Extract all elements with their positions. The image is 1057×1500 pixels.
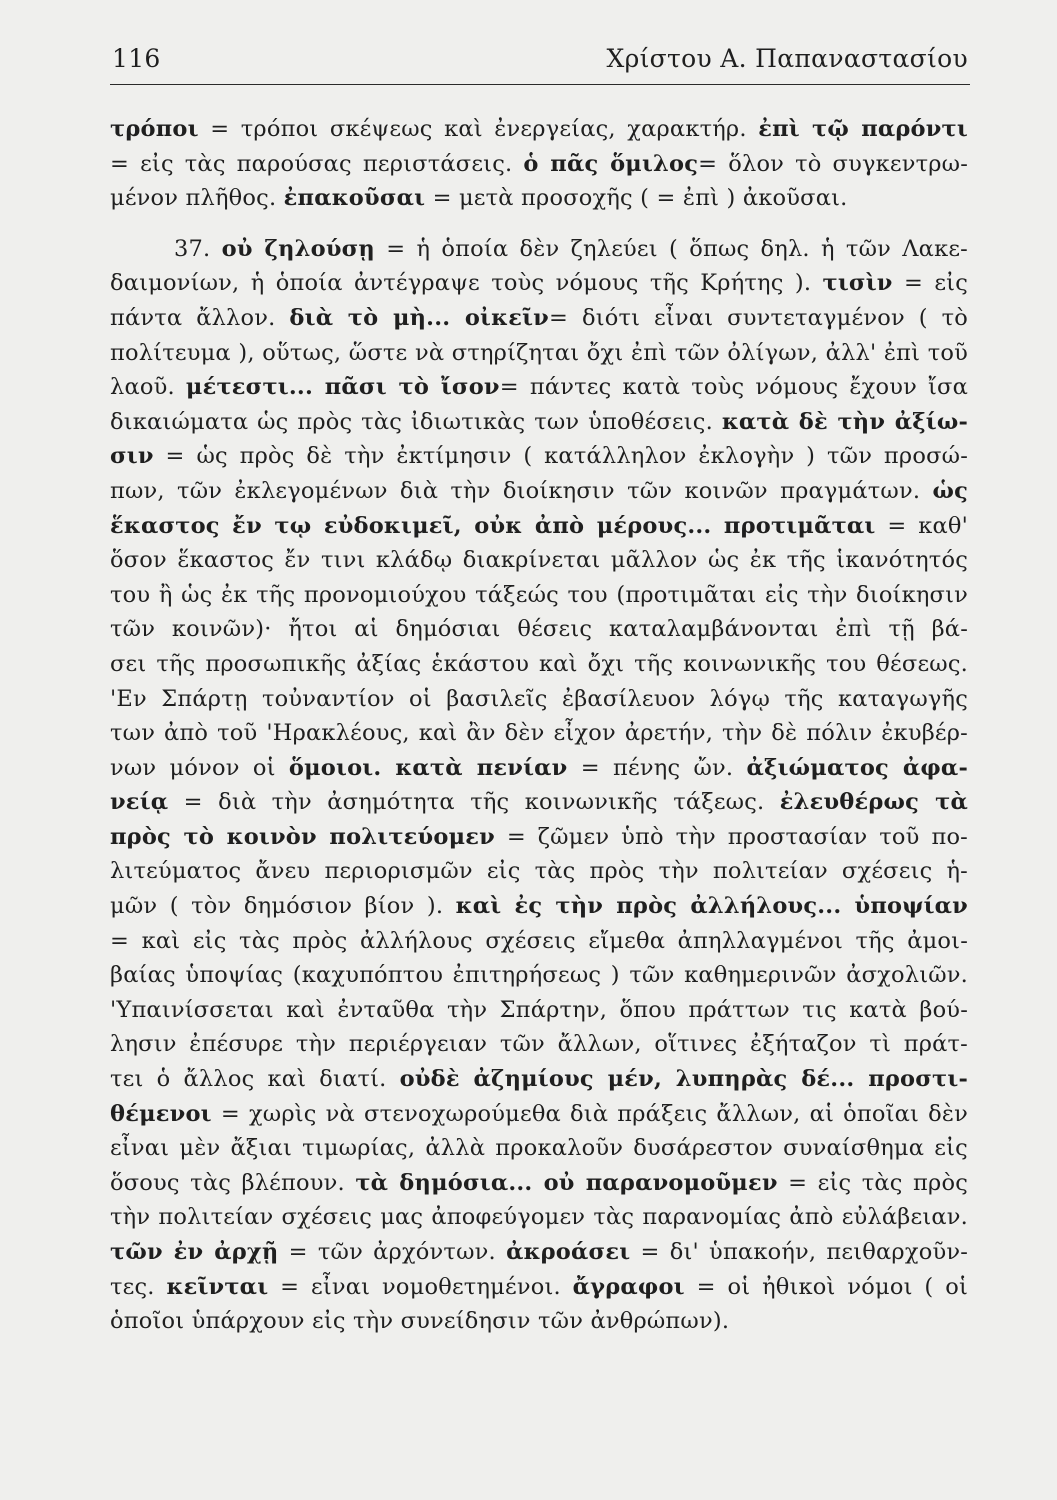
gloss-text: ὅσους τὰς βλέπουν. — [110, 1169, 356, 1196]
gloss-text: του ἢ ὡς ἐκ τῆς προνομιούχου τάξεώς του (προτιμᾶται εἰς τὴν διοίκησιν — [110, 581, 968, 608]
text-line — [110, 647, 968, 682]
text-line — [110, 716, 968, 751]
lemma-term: καὶ ἐς τὴν πρὸς ἀλλήλους... ὑποψίαν — [455, 893, 968, 920]
gloss-text: μένον πλῆθος. — [110, 185, 284, 212]
text-line — [110, 1097, 968, 1132]
gloss-text: σει τῆς προσωπικῆς ἀξίας ἑκάστου καὶ ὄχι τῆς κοινωνικῆς του θέσεως. — [110, 650, 968, 677]
lemma-term: ὡς — [932, 477, 968, 504]
lemma-term: πρὸς τὸ κοινὸν πολιτεύομεν — [110, 823, 495, 850]
page-header — [112, 42, 968, 82]
gloss-text: = ζῶμεν ὑπὸ τὴν προστασίαν τοῦ πο- — [494, 823, 968, 850]
text-line — [110, 336, 968, 371]
gloss-text: = πένης ὤν. — [567, 754, 747, 781]
lemma-term: ὅμοιοι. κατὰ πενίαν — [288, 754, 568, 781]
gloss-text: τες. — [110, 1273, 167, 1300]
gloss-text: = καθ' — [875, 512, 968, 539]
lemma-term: μέτεστι... πᾶσι τὸ ἴσον — [185, 374, 500, 401]
gloss-text: = εἰς — [892, 270, 968, 297]
gloss-text: ὁποῖοι ὑπάρχουν εἰς τὴν συνείδησιν τῶν ἀνθρώπων). — [110, 1308, 730, 1335]
gloss-text: = τῶν ἀρχόντων. — [278, 1239, 507, 1265]
lemma-term: ἐπὶ τῷ παρόντι — [758, 116, 968, 142]
lemma-term: τὰ δημόσια... οὐ παρανομοῦμεν — [355, 1169, 778, 1196]
text-line — [110, 147, 968, 182]
text-line — [110, 924, 968, 959]
gloss-text: = χωρὶς νὰ στενοχωρούμεθα διὰ πράξεις ἄλλων, αἱ ὁποῖαι δὲν — [211, 1100, 968, 1127]
text-line — [110, 266, 968, 301]
lemma-term: θέμενοι — [110, 1100, 212, 1127]
text-line — [110, 405, 968, 440]
lemma-term: σιν — [110, 443, 154, 470]
gloss-text: πολίτευμα ), οὕτως, ὥστε νὰ στηρίζηται ὄχι ἐπὶ τῶν ὀλίγων, ἀλλ' ἐπὶ τοῦ — [110, 339, 968, 366]
gloss-text: νων μόνον οἱ — [110, 754, 289, 781]
text-line — [110, 612, 968, 647]
lemma-term: τρόποι — [110, 116, 199, 142]
gloss-text: = δι' ὑπακοήν, πειθαρχοῦν- — [630, 1239, 968, 1265]
text-line — [110, 854, 968, 889]
gloss-text: πάντα ἄλλον. — [110, 304, 290, 331]
text-line — [110, 578, 968, 613]
text-line — [110, 889, 968, 924]
text-line — [110, 1166, 968, 1201]
lemma-term: ἐπακοῦσαι — [283, 185, 426, 212]
gloss-text: των ἀπὸ τοῦ 'Ηρακλέους, καὶ ἂν δὲν εἶχον ἀρετήν, τὴν δὲ πόλιν ἐκυβέρ- — [110, 720, 968, 747]
gloss-text: δαιμονίων, ἡ ὁποία ἀντέγραψε τοὺς νόμους τῆς Κρήτης ). — [110, 270, 823, 297]
lemma-term: τῶν ἐν ἀρχῇ — [110, 1239, 279, 1265]
gloss-text: = ὡς πρὸς δὲ τὴν ἐκτίμησιν ( κατάλληλον ἐκλογὴν ) τῶν προσώ- — [153, 443, 968, 470]
text-line — [110, 112, 968, 147]
gloss-text: 37. — [174, 235, 222, 262]
lemma-term: τισὶν — [822, 270, 893, 297]
text-line — [110, 1235, 968, 1270]
text-line — [110, 751, 968, 786]
gloss-text: = οἱ ἠθικοὶ νόμοι ( οἱ — [684, 1273, 968, 1300]
gloss-text: = μετὰ προσοχῆς ( = ἐπὶ ) ἀκοῦσαι. — [425, 185, 848, 212]
gloss-text: 'Υπαινίσσεται καὶ ἐνταῦθα τὴν Σπάρτην, ὅπου πράττων τις κατὰ βού- — [110, 996, 968, 1023]
text-line — [110, 682, 968, 717]
text-line — [110, 1131, 968, 1166]
lemma-term: κατὰ δὲ τὴν ἀξίω- — [721, 408, 968, 435]
gloss-text: μῶν ( τὸν δημόσιον βίον ). — [110, 893, 456, 920]
gloss-text: = διότι εἶναι συντεταγμένον ( τὸ — [549, 304, 968, 331]
gloss-text: = εἰς τὰς πρὸς — [777, 1169, 968, 1196]
text-line — [110, 543, 968, 578]
gloss-text: = εἶναι νομοθετημένοι. — [268, 1273, 573, 1300]
text-line — [110, 1027, 968, 1062]
gloss-text: = καὶ εἰς τὰς πρὸς ἀλλήλους σχέσεις εἴμεθα ἀπηλλαγμένοι τῆς ἀμοι- — [110, 927, 968, 954]
header-rule — [110, 84, 970, 85]
lemma-term: κεῖνται — [166, 1273, 269, 1300]
page-number: 116 — [112, 44, 161, 73]
text-line — [110, 993, 968, 1028]
gloss-text: ὅσον ἕκαστος ἔν τινι κλάδῳ διακρίνεται μᾶλλον ὡς ἐκ τῆς ἱκανότητός — [110, 547, 968, 574]
gloss-text: = τρόποι σκέψεως καὶ ἐνεργείας, χαρακτήρ. — [198, 116, 759, 142]
running-title: Χρίστου Α. Παπαναστασίου — [606, 44, 968, 73]
lemma-term: ὁ πᾶς ὅμιλος — [523, 150, 699, 177]
lemma-term: ἀξιώματος ἀφα- — [746, 754, 968, 781]
lemma-term: ἕκαστος ἔν τῳ εὐδοκιμεῖ, οὐκ ἀπὸ μέρους... προτιμᾶται — [110, 512, 876, 539]
text-line — [110, 1200, 968, 1235]
lemma-term: ἐλευθέρως τὰ — [779, 789, 968, 816]
text-line — [110, 439, 968, 474]
text-line — [110, 1062, 968, 1097]
gloss-text: = διὰ τὴν ἀσημότητα τῆς κοινωνικῆς τάξεως. — [168, 789, 780, 816]
lemma-term: οὐδὲ ἀζημίους μέν, λυπηρὰς δέ... προστι- — [399, 1066, 968, 1093]
lemma-term: οὐ ζηλούσῃ — [221, 235, 375, 262]
gloss-text: λαοῦ. — [110, 374, 186, 401]
gloss-text: = ἡ ὁποία δὲν ζηλεύει ( ὅπως δηλ. ἡ τῶν Λακε- — [374, 235, 968, 262]
text-line — [110, 301, 968, 336]
commentary-text — [110, 112, 968, 1339]
gloss-text: τει ὁ ἄλλος καὶ διατί. — [110, 1066, 400, 1093]
text-line — [110, 509, 968, 544]
gloss-text: = ὅλον τὸ συγκεντρω- — [698, 150, 968, 177]
text-line — [110, 370, 968, 405]
gloss-text: λιτεύματος ἄνευ περιορισμῶν εἰς τὰς πρὸς τὴν πολιτείαν σχέσεις ἡ- — [110, 858, 968, 885]
gloss-text: βαίας ὑποψίας (καχυπόπτου ἐπιτηρήσεως ) τῶν καθημερινῶν ἀσχολιῶν. — [110, 962, 968, 989]
lemma-term: ἄγραφοι — [572, 1273, 685, 1300]
gloss-text: εἶναι μὲν ἄξιαι τιμωρίας, ἀλλὰ προκαλοῦν δυσάρεστον συναίσθημα εἰς — [110, 1135, 968, 1162]
text-line — [110, 785, 968, 820]
gloss-text: πων, τῶν ἐκλεγομένων διὰ τὴν διοίκησιν τῶν κοινῶν πραγμάτων. — [110, 477, 933, 504]
gloss-text: = πάντες κατὰ τοὺς νόμους ἔχουν ἴσα — [499, 374, 968, 401]
text-line — [110, 232, 968, 267]
gloss-text: τῶν κοινῶν)· ἤτοι αἱ δημόσιαι θέσεις καταλαμβάνονται ἐπὶ τῇ βά- — [110, 616, 968, 643]
gloss-text: 'Εν Σπάρτῃ τοὐναντίον οἱ βασιλεῖς ἐβασίλευον λόγῳ τῆς καταγωγῆς — [110, 685, 968, 712]
text-line — [110, 181, 968, 216]
gloss-text: δικαιώματα ὡς πρὸς τὰς ἰδιωτικὰς των ὑποθέσεις. — [110, 408, 722, 435]
text-line — [110, 1270, 968, 1305]
gloss-text: = εἰς τὰς παρούσας περιστάσεις. — [110, 150, 524, 177]
text-line — [110, 820, 968, 855]
gloss-text: λησιν ἐπέσυρε τὴν περιέργειαν τῶν ἄλλων, οἵτινες ἐξήταζον τὶ πράτ- — [110, 1031, 968, 1058]
lemma-term: νείᾳ — [110, 789, 169, 816]
gloss-text: τὴν πολιτείαν σχέσεις μας ἀποφεύγομεν τὰς παρανομίας ἀπὸ εὐλάβειαν. — [110, 1204, 968, 1231]
lemma-term: διὰ τὸ μὴ... οἰκεῖν — [289, 304, 549, 331]
lemma-term: ἀκροάσει — [506, 1239, 631, 1265]
text-line — [110, 1304, 968, 1339]
text-line — [110, 958, 968, 993]
text-line — [110, 474, 968, 509]
